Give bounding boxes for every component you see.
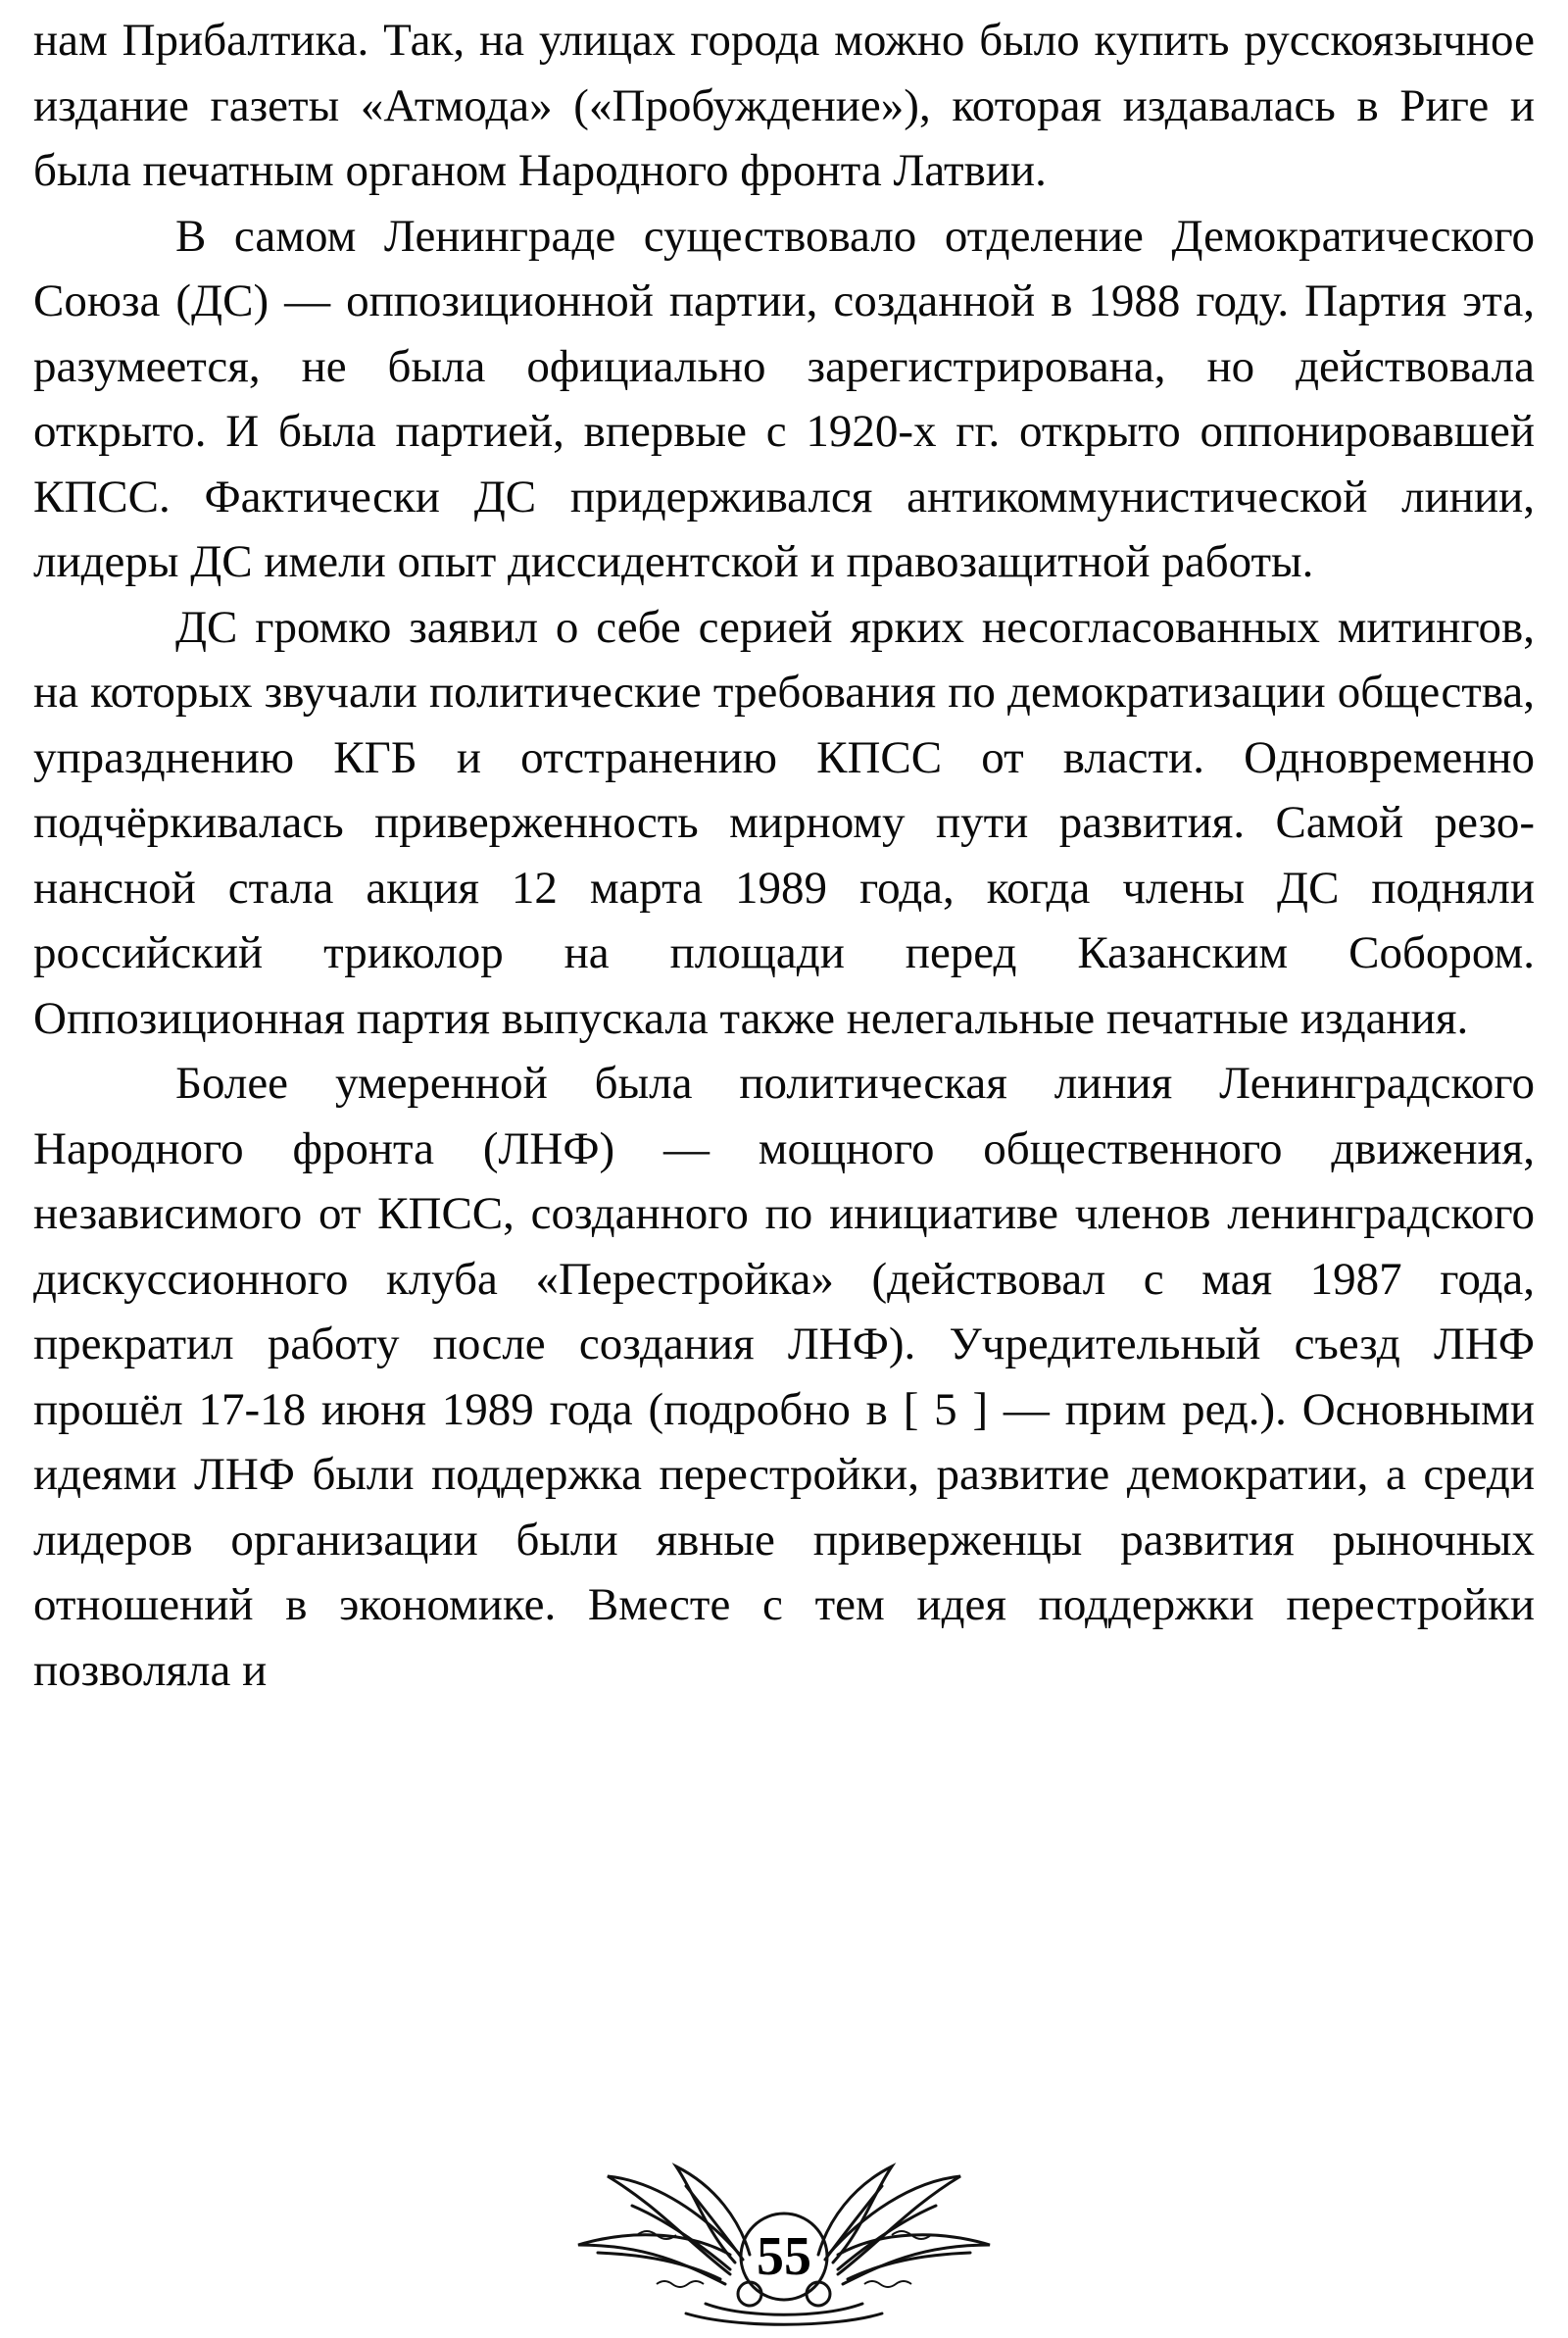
paragraph-1: нам Прибалтика. Так, на улицах города можно было купить русскоязычное издание газеты «Атмода» («Пробуждение»), которая издавалась в Риге и была печатным органом Народного фронта Латвии. [33,15,1535,196]
paragraph-2: В самом Ленинграде существовало отделение Демократического Союза (ДС) — оппозиционной партии, созданной в 1988 году. Партия эта, разумеется, не была официально зарегистрирована, но действовала открыто. И была партией, впервые с 1920-х гг. открыто оппонировавшей КПСС. Фактически ДС придерживался антикоммунистической линии, лидеры ДС имели опыт диссидентской и правозащитной работы. [33,210,1535,587]
paragraph-3: ДС громко заявил о себе серией ярких несогласованных митингов, на которых звучали политические требования по демократизации общества, упразднению КГБ и отстранению КПСС от власти. Одновременно подчёркивалась приверженность мирному пути развития. Самой резонансной стала акция 12 марта 1989 года, когда члены ДС подняли российский триколор на площади перед Казанским Собором. Оппозиционная партия выпускала также нелегальные печатные издания. [33,601,1535,1044]
page-body [33,8,1535,1968]
page-number: 55 [757,2226,811,2287]
page-footer [0,2137,1568,2333]
paragraph-4: Более умеренной была политическая линия Ленинградского Народного фронта (ЛНФ) — мощного общественного движения, независимого от КПСС, созданного по инициативе членов ленинградского дискуссионного клуба «Перестройка» (действовал с мая 1987 года, прекратил работу после создания ЛНФ). Учредительный съезд ЛНФ прошёл 17-18 июня 1989 года (подробно в [ 5 ] — прим ред.). Основными идеями ЛНФ были поддержка перестройки, развитие демократии, а среди лидеров организации были явные приверженцы развития рыночных отношений в экономике. Вместе с тем идея поддержки перестройки позволяла и [33,1058,1535,1696]
